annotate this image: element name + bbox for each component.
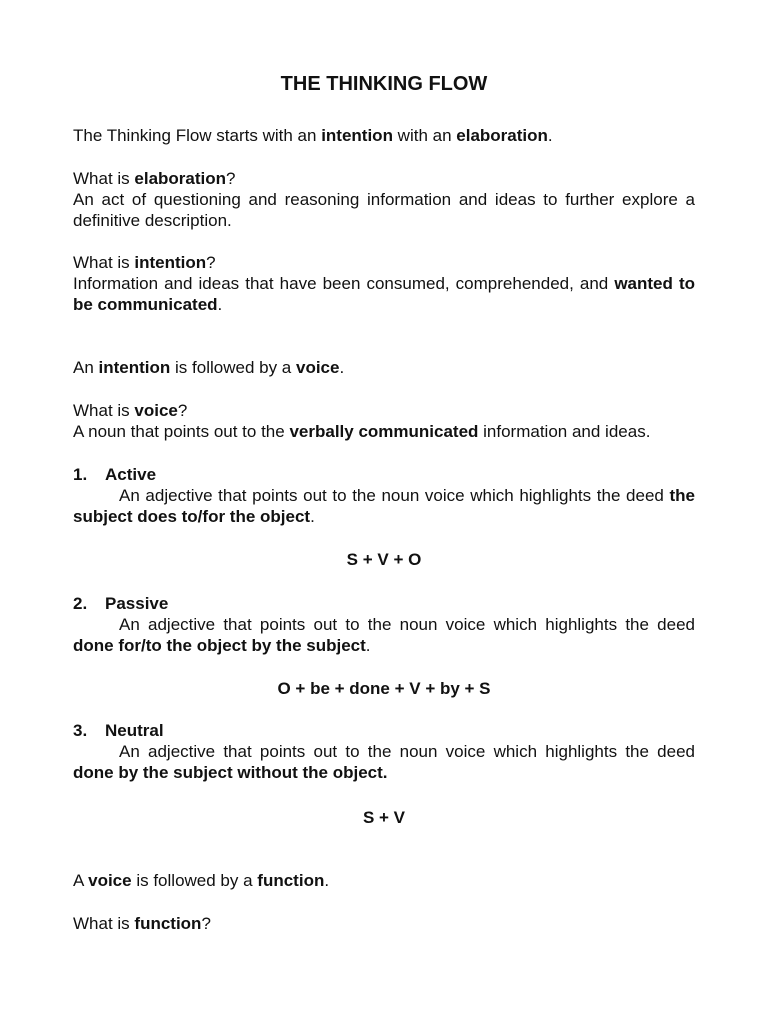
bold-term: wanted to be communicated [73,274,695,314]
text: What is [73,169,135,188]
text: with an [392,126,457,145]
definition-voice [73,421,695,442]
text: . [547,126,553,145]
bold-term: done for/to the object by the subject [73,636,366,655]
formula-active: S + V + O [346,550,422,569]
text: is followed by a [131,871,258,890]
definition-intention [73,273,695,315]
bold-term: the subject does to/for the object [73,486,695,526]
bold-term: intention [134,253,207,272]
text: information and ideas. [478,422,651,441]
bold-term: intention [98,358,171,377]
text: . [217,295,223,314]
text: Information and ideas that have been consumed, comprehended, and [73,274,615,293]
list-number: 3. [73,721,88,740]
bold-term: elaboration [456,126,548,145]
formula-passive: O + be + done + V + by + S [277,679,491,698]
text: . [339,358,345,377]
text: ? [226,169,236,188]
bold-term: done by the subject without the object. [73,763,388,782]
text: . [310,507,315,526]
list-number: 1. [73,465,88,484]
bold-term: voice [88,871,132,890]
voice-followed-by-function [73,870,695,891]
text: A [73,871,89,890]
text: The Thinking Flow starts with an [73,126,322,145]
text: What is [73,253,135,272]
list-item-title: Active [105,465,157,484]
list-number: 2. [73,594,88,613]
definition-elaboration: An act of questioning and reasoning information and ideas to further explore a definitive description. [73,190,695,230]
bold-term: intention [321,126,393,145]
question-function [73,913,695,934]
bold-term: voice [134,401,178,420]
list-item-title: Neutral [105,721,164,740]
question-voice [73,400,695,421]
text: is followed by a [170,358,296,377]
text: . [324,871,330,890]
text: ? [201,914,211,933]
bold-term: function [134,914,202,933]
text: . [365,636,371,655]
text: An adjective that points out to the noun voice which highlights the deed [119,486,670,505]
document-title: THE THINKING FLOW [280,73,488,95]
text: What is [73,914,135,933]
list-item-active-description [73,485,695,527]
text: What is [73,401,135,420]
list-item-active-heading [73,464,695,485]
list-item-passive-description [73,614,695,656]
list-item-neutral-description [73,741,695,783]
text: A noun that points out to the [73,422,290,441]
list-item-neutral-heading [73,720,695,741]
question-elaboration [73,168,695,189]
bold-term: elaboration [134,169,227,188]
formula-neutral: S + V [362,808,406,827]
text: An [73,358,99,377]
list-item-passive-heading [73,593,695,614]
intention-followed-by-voice [73,357,695,378]
text: An adjective that points out to the noun voice which highlights the deed [119,742,695,761]
bold-term: function [257,871,325,890]
text: ? [177,401,188,420]
list-item-title: Passive [105,594,169,613]
bold-term: verbally communicated [289,422,479,441]
bold-term: voice [295,358,340,377]
text: ? [206,253,216,272]
text: An adjective that points out to the noun voice which highlights the deed [119,615,695,634]
intro-paragraph [73,125,695,146]
question-intention [73,252,695,273]
